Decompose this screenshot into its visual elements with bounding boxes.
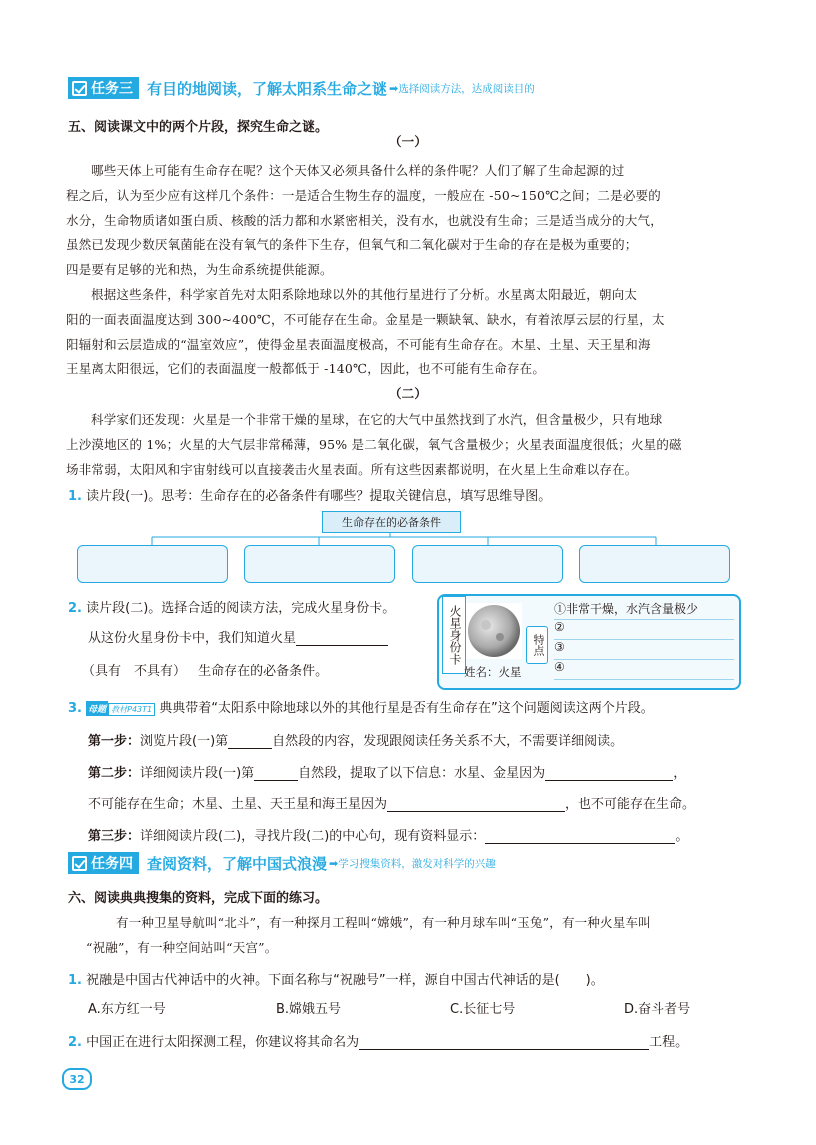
card-feature-item[interactable]: ④ [554, 660, 734, 680]
step1-label: 第一步： [88, 734, 141, 749]
option-d[interactable]: D.奋斗者号 [624, 1002, 691, 1017]
step2-text-b: 自然段，提取了以下信息：水星、金星因为 [298, 766, 546, 781]
task4-header [68, 852, 496, 874]
s6-line: 有一种卫星导航叫“北斗”，有一种探月工程叫“嫦娥”，有一种月球车叫“玉兔”，有一种火星车叫 [116, 915, 651, 930]
option-c[interactable]: C.长征七号 [450, 1002, 516, 1017]
q3-step2 [88, 762, 686, 781]
q6-1 [68, 969, 604, 988]
option-b[interactable]: B.嫦娥五号 [276, 1002, 342, 1017]
p1-line: 程之后，认为至少应有这样几个条件：一是适合生物生存的温度，一般应在 -50~150℃之间；二是必要的 [66, 187, 661, 203]
q2-line2-text: 从这份火星身份卡中，我们知道火星 [88, 631, 297, 646]
page-number: 32 [62, 1068, 92, 1090]
q2-answer-blank[interactable] [296, 629, 388, 646]
q3-step3 [88, 825, 688, 844]
step1-text-a: 浏览片段(一)第 [140, 734, 229, 749]
question-2 [68, 597, 395, 616]
task4-badge-label: 任务四 [91, 856, 133, 872]
option-a[interactable]: A.东方红一号 [88, 1002, 166, 1017]
q1-text: 读片段(一)。思考：生命存在的必备条件有哪些？提取关键信息，填写思维导图。 [86, 489, 552, 504]
section6-passage [86, 911, 746, 961]
card-name: 姓名：火星 [464, 665, 522, 679]
p2-line: 阳的一面表面温度达到 300~400℃，不可能存在生命。金星是一颗缺氧、缺水，有着浓厚云层的行星，太 [66, 311, 665, 327]
mindmap-answer-box-4[interactable] [579, 545, 730, 583]
q1-number: 1. [68, 489, 82, 504]
part2-title: （二） [388, 386, 428, 401]
task3-subtitle: 选择阅读方法，达成阅读目的 [398, 82, 535, 95]
q2-line2 [88, 627, 388, 646]
step2-blank-mercury-venus[interactable] [545, 764, 673, 781]
q3-text: 典典带着“太阳系中除地球以外的其他行星是否有生命存在”这个问题阅读这两个片段。 [159, 701, 654, 716]
task4-title: 查阅资料，了解中国式浪漫 [147, 854, 328, 873]
task3-badge-label: 任务三 [91, 81, 133, 97]
q6-2-text: 中国正在进行太阳探测工程，你建议将其命名为 [86, 1035, 360, 1050]
arrow-icon: ➡ [389, 81, 399, 95]
checkbox-icon [72, 856, 87, 871]
step3-label: 第三步： [88, 829, 141, 844]
q2-line3 [82, 660, 328, 679]
q2-text: 读片段(二)。选择合适的阅读方法，完成火星身份卡。 [86, 601, 396, 616]
card-feature-label: 特点 [526, 626, 548, 664]
p1-line: 水分，生命物质诸如蛋白质、核酸的活力都和水紧密相关，没有水，也就没有生命；三是适当成分的大气， [66, 212, 663, 228]
q6-2-tail: 工程。 [649, 1035, 689, 1050]
step3-text-b: 。 [675, 829, 689, 844]
q3-tag-mother: 母题 [86, 701, 108, 716]
card-feature-item[interactable]: ② [554, 620, 734, 640]
q3-tag-textbook: 教材P43T1 [108, 703, 155, 716]
q2-number: 2. [68, 601, 82, 616]
p2-line: 根据这些条件，科学家首先对太阳系除地球以外的其他行星进行了分析。水星离太阳最近，朝向太 [91, 286, 638, 302]
mindmap-answer-box-3[interactable] [412, 545, 563, 583]
p1-line: 虽然已发现少数厌氧菌能在没有氧气的条件下生存，但氧气和二氧化碳对于生命的存在是极为重要的； [66, 237, 638, 253]
p3-line: 科学家们还发现：火星是一个非常干燥的星球，在它的大气中虽然找到了水汽，但含量极少，只有地球 [91, 412, 663, 427]
task4-badge [68, 852, 139, 874]
p2-line: 阳辐射和云层造成的“温室效应”，使得金星表面温度极高，不可能有生命存在。木星、土星、天王星和海 [66, 336, 651, 352]
q2-line3-text: 生命存在的必备条件。 [198, 664, 329, 679]
s6-line: “祝融”，有一种空间站叫“天宫”。 [86, 939, 278, 955]
step2-text-a: 详细阅读片段(一)第 [140, 766, 255, 781]
section5-heading: 五、阅读课文中的两个片段，探究生命之谜。 [68, 120, 329, 135]
mindmap-answer-box-2[interactable] [244, 545, 395, 583]
part1-title: （一） [388, 134, 428, 149]
arrow-icon: ➡ [329, 856, 339, 870]
p3-line: 场非常弱，太阳风和宇宙射线可以直接袭击火星表面。所有这些因素都说明，在火星上生命难以存在。 [66, 461, 638, 477]
step2-blank-outer-planets[interactable] [387, 795, 565, 812]
mindmap-answer-box-1[interactable] [77, 545, 228, 583]
q6-2-number: 2. [68, 1035, 82, 1050]
step1-blank[interactable] [228, 732, 272, 749]
q3-step1 [88, 730, 623, 749]
q2-options: （具有 不具有） [82, 664, 187, 679]
step2-blank-paragraph[interactable] [254, 764, 298, 781]
step2-text-e: ，也不可能存在生命。 [565, 797, 696, 812]
p3-line: 上沙漠地区的 1%；火星的大气层非常稀薄，95% 是二氧化碳，氧气含量极少；火星表面温度很低；火星的磁 [66, 436, 682, 452]
card-feature-item[interactable]: ③ [554, 640, 734, 660]
q6-1-number: 1. [68, 973, 82, 988]
task4-subtitle: 学习搜集资料，激发对科学的兴趣 [338, 857, 496, 870]
q3-step2-cont [88, 793, 695, 812]
q3-number: 3. [68, 701, 82, 716]
section6-heading: 六、阅读典典搜集的资料，完成下面的练习。 [68, 891, 329, 906]
p1-line: 哪些天体上可能有生命存在呢？这个天体又必须具备什么样的条件呢？人们了解了生命起源的过 [91, 163, 625, 178]
task3-title: 有目的地阅读，了解太阳系生命之谜 [147, 79, 388, 98]
step2-label: 第二步： [88, 766, 141, 781]
step2-text-d: 不可能存在生命；木星、土星、天王星和海王星因为 [88, 797, 388, 812]
step3-blank[interactable] [485, 827, 675, 844]
card-feature-item: ①非常干燥，水汽含量极少 [554, 600, 734, 620]
step1-text-b: 自然段的内容，发现跟阅读任务关系不大，不需要详细阅读。 [272, 734, 624, 749]
q6-1-text: 祝融是中国古代神话中的火神。下面名称与“祝融号”一样，源自中国古代神话的是( )。 [86, 973, 604, 988]
question-3 [68, 697, 654, 716]
mars-image-icon [466, 603, 522, 659]
mindmap-root: 生命存在的必备条件 [322, 511, 461, 533]
step2-text-c: ， [673, 766, 687, 781]
p2-line: 王星离太阳很远，它们的表面温度一般都低于 -140℃，因此，也不可能有生命存在。 [66, 361, 546, 377]
q6-2-answer-blank[interactable] [359, 1033, 649, 1050]
card-ribbon: 火星身份卡 [442, 596, 466, 674]
step3-text-a: 详细阅读片段(二)，寻找片段(二)的中心句，现有资料显示： [140, 829, 486, 844]
p1-line: 四是要有足够的光和热，为生命系统提供能源。 [66, 262, 333, 278]
q6-2 [68, 1031, 688, 1050]
card-feature-list [554, 600, 734, 680]
